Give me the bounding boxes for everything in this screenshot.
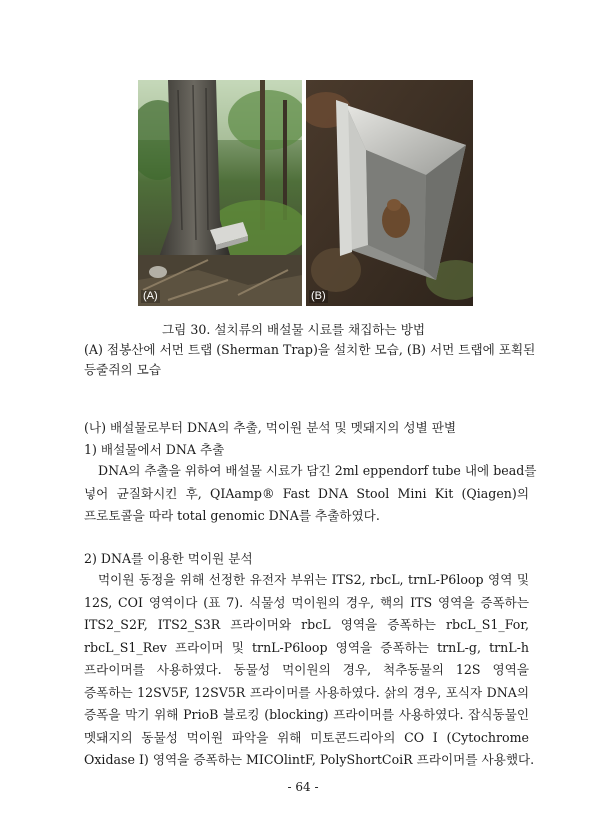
paragraph-line: 넣어 균질화시킨 후, QIAamp® Fast DNA Stool Mini Kit (Qiagen)의 — [84, 485, 529, 501]
panel-label-b: (B) — [311, 290, 326, 302]
section-heading: (나) 배설물로부터 DNA의 추출, 먹이원 분석 및 멧돼지의 성별 판별 — [84, 420, 457, 435]
subsection-1-paragraph — [84, 460, 537, 528]
figure-caption-title: 그림 30. 설치류의 배설물 시료를 채집하는 방법 — [162, 322, 426, 337]
paragraph-line: ITS2_S2F, ITS2_S3R 프라이머와 rbcL 영역을 증폭하는 rbcL_S1_For, — [84, 617, 529, 632]
figure-caption-line-2: 등줄쥐의 모습 — [84, 362, 161, 377]
figure-30 — [138, 80, 473, 306]
figure-caption-line-1: (A) 점봉산에 서먼 트랩 (Sherman Trap)을 설치한 모습, (B) 서먼 트랩에 포획된 — [84, 342, 536, 357]
paragraph-line: 프라이머를 사용하였다. 동물성 먹이원의 경우, 척추동물의 12S 영역을 — [84, 662, 529, 677]
subsection-2-heading: 2) DNA를 이용한 먹이원 분석 — [84, 551, 253, 566]
paragraph-line: DNA의 추출을 위하여 배설물 시료가 담긴 2ml eppendorf tube 내에 bead를 — [98, 463, 537, 478]
paragraph-line: 프로토콜을 따라 total genomic DNA를 추출하였다. — [84, 508, 380, 523]
paragraph-line: 먹이원 동정을 위해 선정한 유전자 부위는 ITS2, rbcL, trnL-P6loop 영역 및 — [98, 572, 529, 587]
panel-label-a: (A) — [143, 290, 158, 302]
photo-sherman-trap-installed — [138, 80, 302, 306]
subsection-2-paragraph — [84, 569, 535, 772]
photo-trapped-rodent — [306, 80, 473, 306]
paragraph-line: Oxidase I) 영역을 증폭하는 MICOlintF, PolyShortCoiR 프라이머를 사용했다. — [84, 752, 535, 767]
subsection-1-heading: 1) 배설물에서 DNA 추출 — [84, 442, 225, 457]
forest-tree-image — [138, 80, 302, 306]
paragraph-line: 증폭하는 12SV5F, 12SV5R 프라이머를 사용하였다. 삵의 경우, 포식자 DNA의 — [84, 684, 529, 700]
paragraph-line: rbcL_S1_Rev 프라이머 및 trnL-P6loop 영역을 증폭하는 trnL-g, trnL-h — [84, 639, 529, 655]
paragraph-line: 멧돼지의 동물성 먹이원 파악을 위해 미토콘드리아의 CO I (Cytochrome — [84, 729, 529, 745]
trap-rodent-image — [306, 80, 473, 306]
paragraph-line: 12S, COI 영역이다 (표 7). 식물성 먹이원의 경우, 핵의 ITS 영역을 증폭하는 — [84, 594, 529, 610]
paragraph-line: 증폭을 막기 위해 PrioB 블로킹 (blocking) 프라이머를 사용하였다. 잡식동물인 — [84, 707, 529, 722]
page-number: - 64 - — [287, 780, 319, 794]
